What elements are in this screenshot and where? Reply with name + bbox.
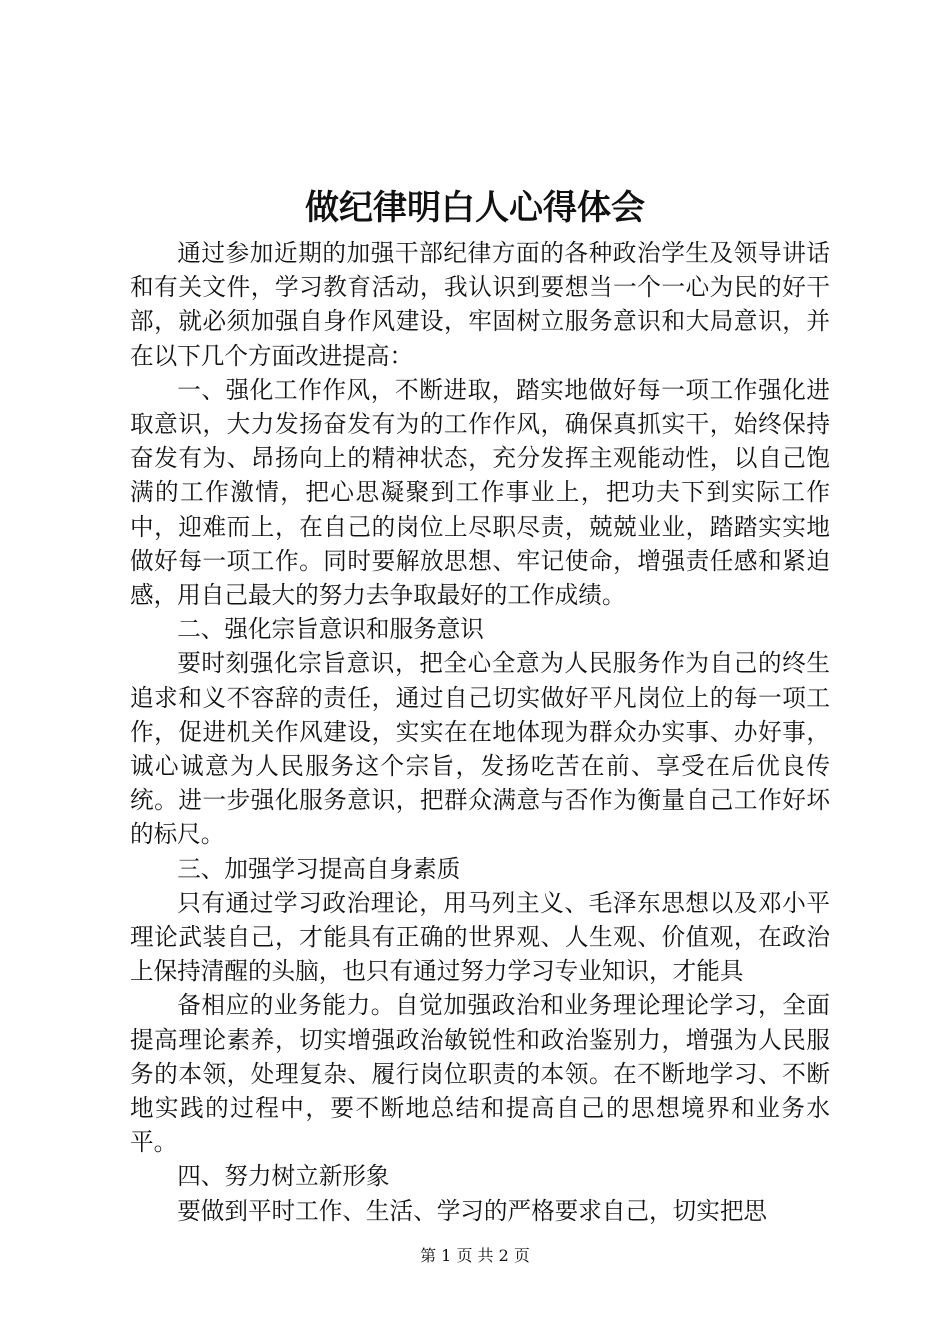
section-two-paragraph: 要时刻强化宗旨意识，把全心全意为人民服务作为自己的终生追求和义不容辞的责任，通过自己切实做好平凡岗位上的每一项工作，促进机关作风建设，实实在在地体现为群众办实事、办好事，诚心诚意为人民服务这个宗旨，发扬吃苦在前、享受在后优良传统。进一步强化服务意识，把群众满意与否作为衡量自己工作好坏的标尺。 (130, 649, 830, 849)
section-two-heading: 二、强化宗旨意识和服务意识 (177, 615, 484, 644)
section-three-continued-paragraph: 备相应的业务能力。自觉加强政治和业务理论理论学习，全面提高理论素养，切实增强政治敏锐性和政治鉴别力，增强为人民服务的本领，处理复杂、履行岗位职责的本领。在不断地学习、不断地实践的过程中，要不断地总结和提高自己的思想境界和业务水平。 (130, 991, 830, 1157)
page-number-footer: 第 1 页 共 2 页 (420, 1246, 530, 1265)
document-title: 做纪律明白人心得体会 (305, 188, 645, 228)
document-body (130, 236, 830, 1228)
section-three-paragraph: 只有通过学习政治理论，用马列主义、毛泽东思想以及邓小平理论武装自己，才能具有正确的世界观、人生观、价值观，在政治上保持清醒的头脑，也只有通过努力学习专业知识，才能具 (130, 888, 830, 986)
section-one-paragraph: 一、强化工作作风，不断进取，踏实地做好每一项工作强化进取意识，大力发扬奋发有为的工作作风，确保真抓实干，始终保持奋发有为、昂扬向上的精神状态，充分发挥主观能动性，以自己饱满的工作激情，把心思凝聚到工作事业上，把功夫下到实际工作中，迎难而上，在自己的岗位上尽职尽责，兢兢业业，踏踏实实地做好每一项工作。同时要解放思想、牢记使命，增强责任感和紧迫感，用自己最大的努力去争取最好的工作成绩。 (130, 375, 830, 610)
section-three-heading: 三、加强学习提高自身素质 (177, 854, 461, 883)
section-four-paragraph: 要做到平时工作、生活、学习的严格要求自己，切实把思 (177, 1196, 768, 1225)
intro-paragraph: 通过参加近期的加强干部纪律方面的各种政治学生及领导讲话和有关文件，学习教育活动，我认识到要想当一个一心为民的好干部，就必须加强自身作风建设，牢固树立服务意识和大局意识，并在以下几个方面改进提高： (130, 239, 830, 370)
section-four-heading: 四、努力树立新形象 (177, 1162, 390, 1191)
